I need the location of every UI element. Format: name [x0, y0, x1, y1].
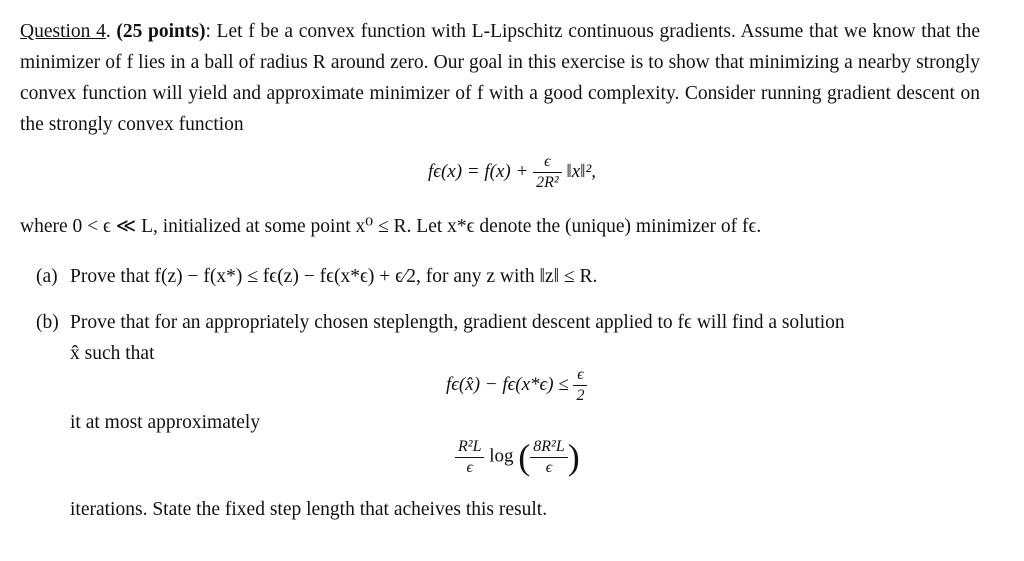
eq1-fraction	[533, 152, 562, 193]
eq3-inner-denominator: ϵ	[545, 458, 553, 476]
equation-iterations	[455, 436, 580, 478]
eq1-lhs: fϵ(x) = f(x) +	[428, 160, 529, 182]
equation-f-epsilon	[0, 152, 1024, 193]
part-b	[36, 307, 980, 369]
part-b-label: (b)	[36, 312, 59, 333]
eq3-numerator: R²L	[455, 437, 484, 458]
eq1-numerator: ϵ	[533, 152, 562, 173]
approx-text: it at most approximately	[70, 412, 261, 433]
eq3-denominator: ϵ	[466, 458, 473, 476]
iterations-text: iterations. State the fixed step length that acheives this result.	[70, 499, 548, 520]
question-heading: Question 4	[20, 21, 106, 42]
eq3-left-paren: (	[518, 437, 531, 477]
eq1-tail: ‖x‖²,	[566, 160, 596, 182]
part-a-text: Prove that f(z) − f(x*) ≤ fϵ(z) − fϵ(x*ϵ) + ϵ⁄2, for any z with ‖z‖ ≤ R.	[70, 266, 598, 287]
eq3-fraction	[455, 437, 484, 478]
part-a-label: (a)	[36, 266, 58, 287]
where-sentence: where 0 < ϵ ≪ L, initialized at some point x⁰ ≤ R. Let x*ϵ denote the (unique) minimizer of fϵ.	[20, 216, 762, 237]
eq3-log: log	[489, 445, 514, 467]
eq2-numerator: ϵ	[573, 365, 587, 386]
eq2-lhs: fϵ(x̂) − fϵ(x*ϵ) ≤	[446, 373, 569, 395]
question-intro: : Let f be a convex function with L-Lipschitz continuous gradients. Assume that we know that the minimizer of f lies in a ball of radius R around zero. Our goal in this exercise is to show that minimizing a nearby strongly convex function will yield and approximate minimizer of f with a good complexity. Consider running gradient descent on the strongly convex function	[20, 21, 980, 135]
eq3-inner-fraction	[530, 437, 567, 478]
part-b-continuation: x̂ such that	[70, 343, 155, 364]
eq2-fraction	[573, 365, 587, 406]
eq2-denominator: 2	[576, 387, 585, 404]
eq3-inner-numerator: 8R²L	[530, 437, 567, 458]
part-a	[36, 261, 980, 292]
question-points: (25 points)	[116, 21, 206, 42]
part-b-text: Prove that for an appropriately chosen steplength, gradient descent applied to fϵ will find a solution	[70, 312, 845, 333]
question-paragraph: Question 4. (25 points): Let f be a convex function with L-Lipschitz continuous gradients. Assume that we know that the minimizer of f lies in a ball of radius R around zero. Our goal in this exercise is to show that minimizing a nearby strongly convex function will yield and approximate minimizer of f with a good complexity. Consider running gradient descent on the strongly convex function	[20, 21, 980, 135]
eq1-denominator: 2R²	[536, 174, 559, 191]
eq3-right-paren: )	[567, 437, 580, 477]
equation-bound	[446, 365, 587, 406]
